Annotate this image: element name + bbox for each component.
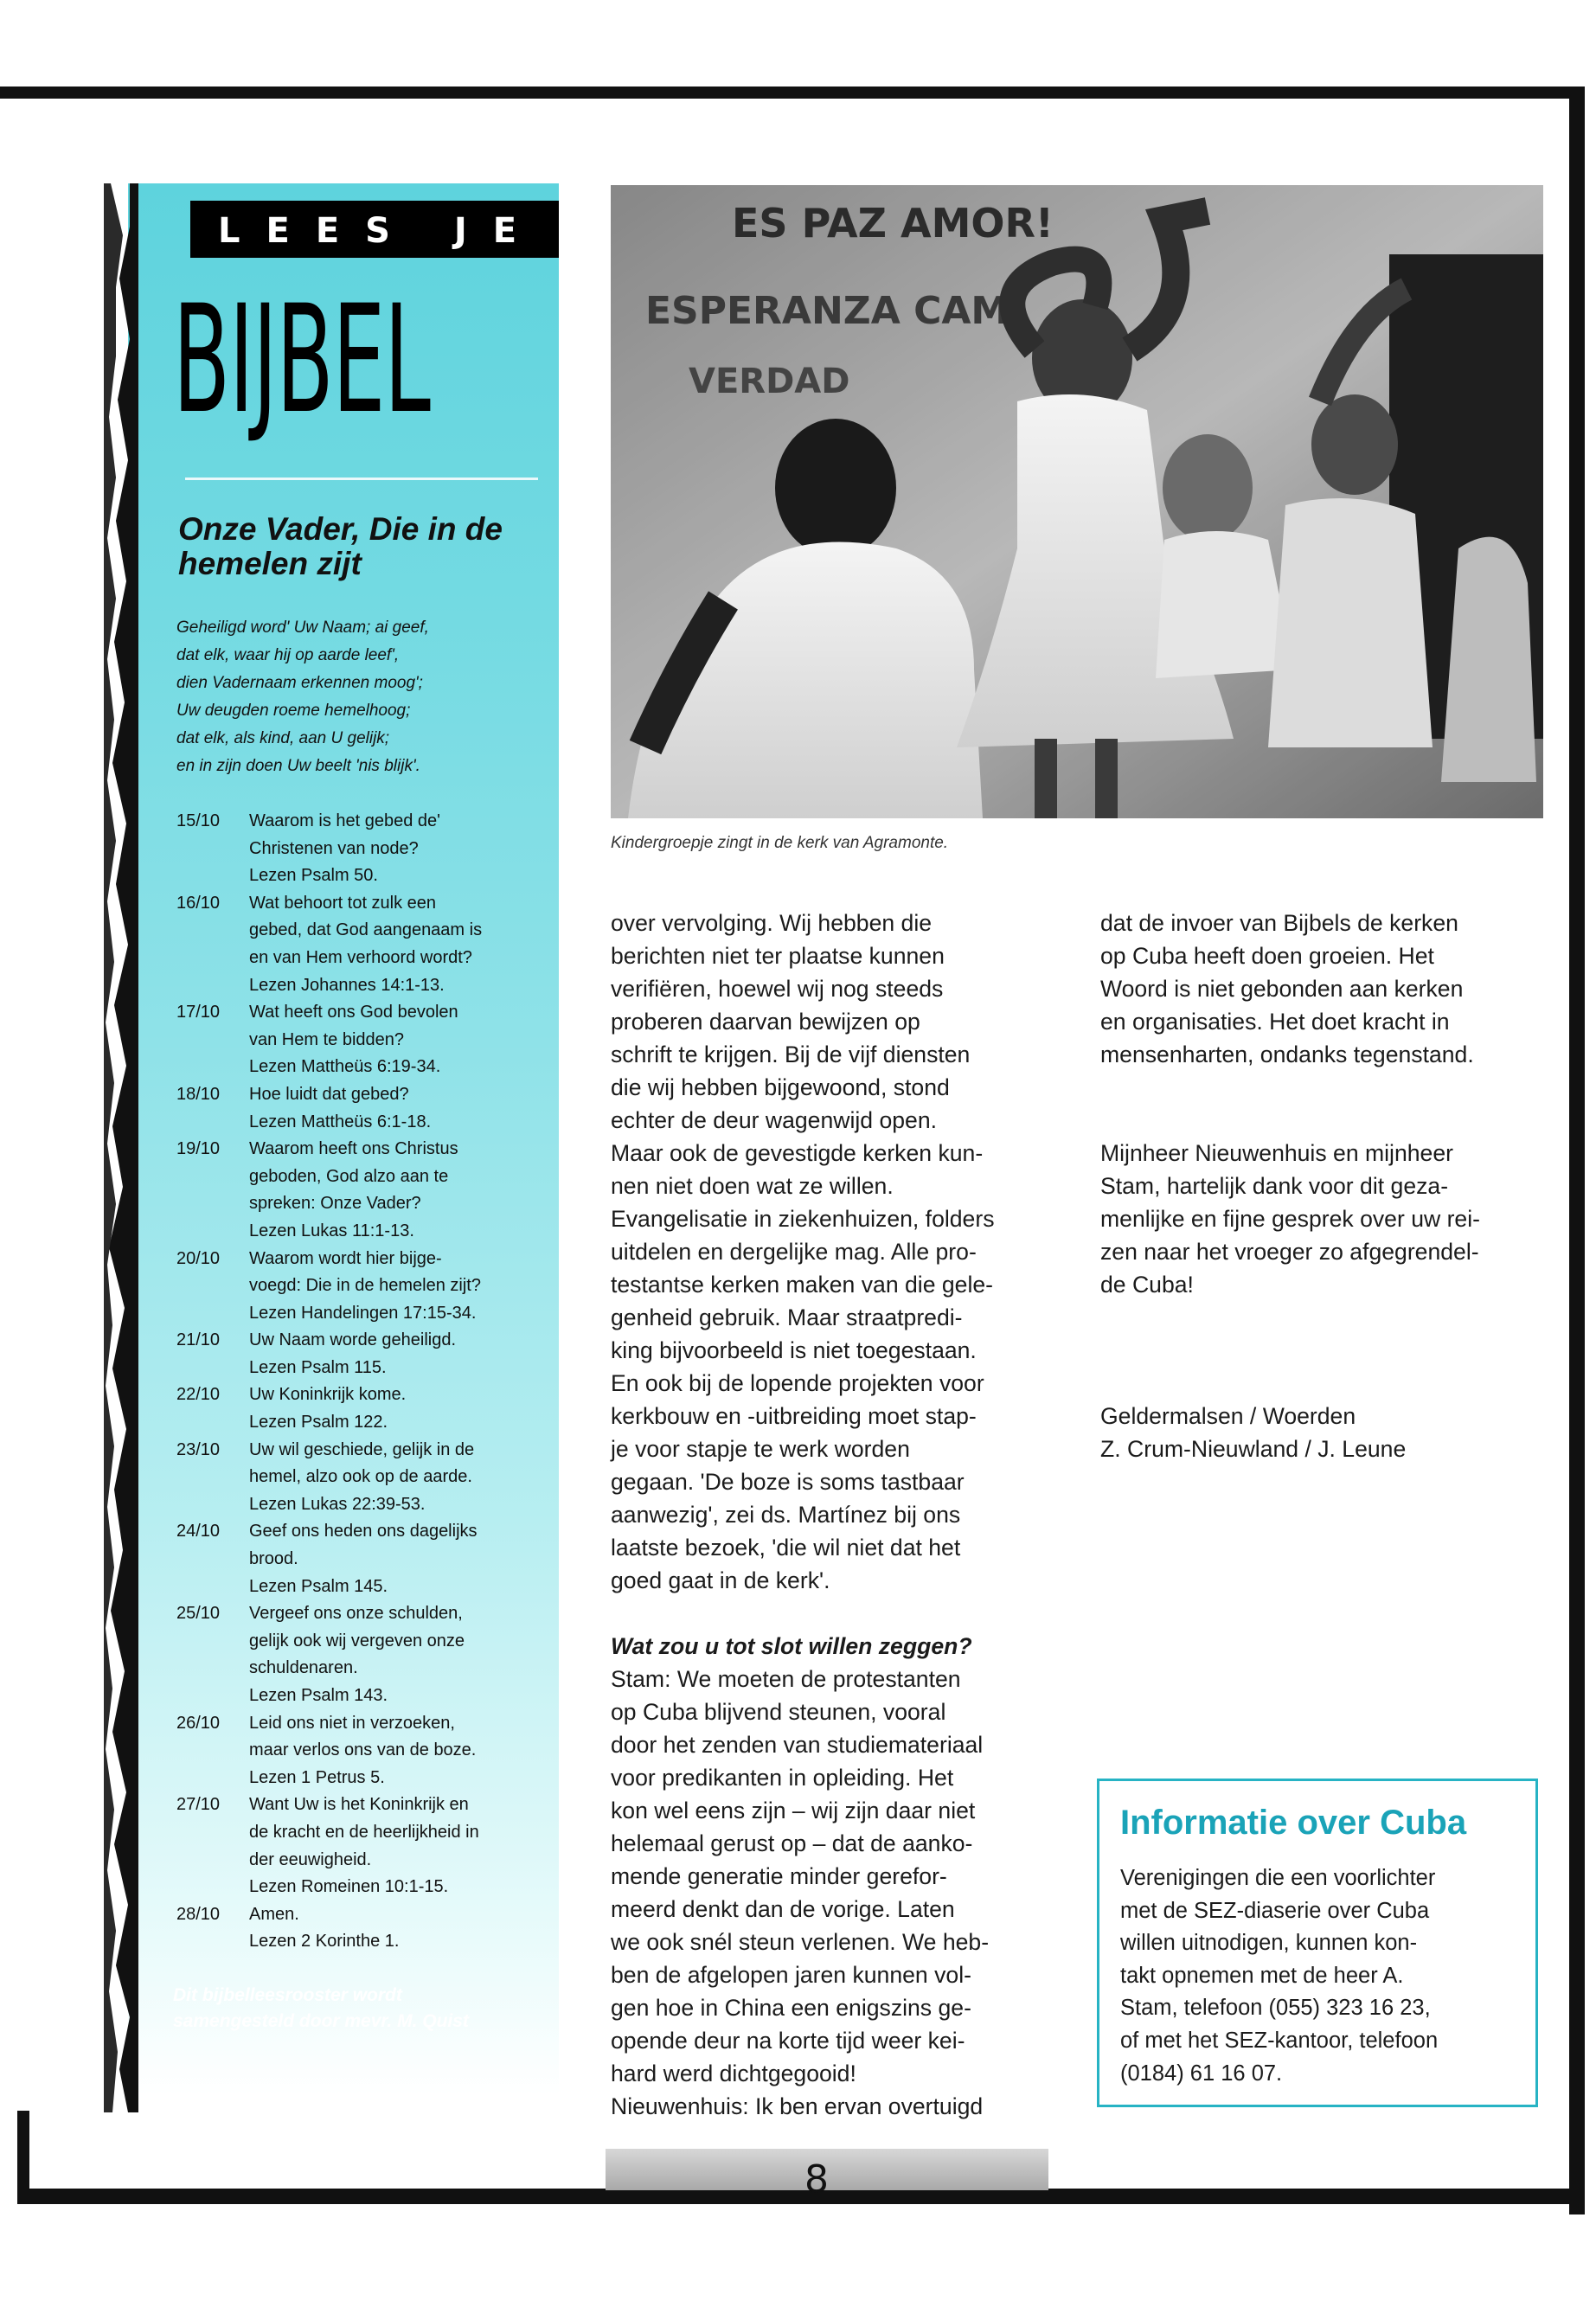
- text-line: helemaal gerust op – dat de aanko-: [611, 1830, 973, 1856]
- text-line: gen hoe in China een enigszins ge-: [611, 1995, 971, 2021]
- reading-line: Lezen 2 Korinthe 1.: [249, 1932, 400, 1952]
- reading-line: Uw Naam worde geheiligd.: [249, 1330, 457, 1350]
- text-line: Evangelisatie in ziekenhuizen, folders: [611, 1206, 995, 1232]
- signature-line: Geldermalsen / Woerden: [1100, 1403, 1356, 1429]
- reading-date: 20/10: [176, 1248, 221, 1268]
- reading-line: Waarom heeft ons Christus: [249, 1139, 458, 1159]
- text-line: gegaan. 'De boze is soms tastbaar: [611, 1469, 965, 1495]
- reading-line: Wat heeft ons God bevolen: [249, 1003, 458, 1022]
- reading-line: hemel, alzo ook op de aarde.: [249, 1467, 472, 1487]
- column-paragraph: [611, 907, 1061, 1597]
- text-line: aanwezig', zei ds. Martínez bij ons: [611, 1502, 961, 1528]
- page-number: 8: [804, 2157, 829, 2202]
- reading-line: Christenen van node?: [249, 838, 419, 858]
- text-line: over vervolging. Wij hebben die: [611, 910, 933, 936]
- credit-line: Dit bijbelleesrooster wordt: [173, 1985, 402, 2005]
- paragraph-gap: [1100, 1301, 1550, 1400]
- title-rule: [185, 478, 538, 480]
- reading-entry: [176, 1710, 557, 1792]
- text-line: uitdelen en dergelijke mag. Alle pro-: [611, 1239, 977, 1265]
- reading-line: van Hem te bidden?: [249, 1029, 405, 1049]
- reading-date: 25/10: [176, 1604, 221, 1624]
- schedule-credit: [173, 1983, 545, 2035]
- text-line: mensenharten, ondanks tegenstand.: [1100, 1042, 1474, 1067]
- text-line: hard werd dichtgegooid!: [611, 2061, 856, 2086]
- reading-line: Lezen Johannes 14:1-13.: [249, 975, 445, 995]
- reading-line: voegd: Die in de hemelen zijt?: [249, 1276, 481, 1296]
- column-paragraph: [611, 1663, 1061, 2123]
- signature-line: Z. Crum-Nieuwland / J. Leune: [1100, 1436, 1407, 1462]
- reading-entry: [176, 1600, 557, 1709]
- reading-entry: [176, 808, 557, 890]
- text-line: goed gaat in de kerk'.: [611, 1567, 830, 1593]
- author-signature: [1100, 1400, 1550, 1465]
- text-line: op Cuba heeft doen groeien. Het: [1100, 943, 1434, 969]
- reading-line: brood.: [249, 1549, 298, 1569]
- text-line: laatste bezoek, 'die wil niet dat het: [611, 1535, 961, 1561]
- sidebar-title: BIJBEL: [173, 272, 430, 446]
- reading-line: Leid ons niet in verzoeken,: [249, 1713, 455, 1733]
- text-line: En ook bij de lopende projekten voor: [611, 1370, 984, 1396]
- reading-line: der eeuwigheid.: [249, 1849, 372, 1869]
- text-line: we ook snél steun verlenen. We heb-: [611, 1929, 990, 1955]
- text-line: echter de deur wagenwijd open.: [611, 1107, 938, 1133]
- column-paragraph: [1100, 907, 1550, 1071]
- reading-line: Lezen Handelingen 17:15-34.: [249, 1303, 477, 1323]
- reading-line: maar verlos ons van de boze.: [249, 1740, 477, 1760]
- reading-line: Waarom is het gebed de': [249, 811, 440, 830]
- reading-line: Lezen Romeinen 10:1-15.: [249, 1877, 449, 1897]
- text-line: testantse kerken maken van die gele-: [611, 1272, 994, 1298]
- reading-line: Lezen Psalm 145.: [249, 1576, 388, 1596]
- reading-line: Want Uw is het Koninkrijk en: [249, 1795, 469, 1815]
- reading-line: Lezen Psalm 143.: [249, 1686, 388, 1705]
- info-line: (0184) 61 16 07.: [1120, 2061, 1283, 2086]
- reading-date: 28/10: [176, 1904, 221, 1924]
- text-line: Maar ook de gevestigde kerken kun-: [611, 1140, 984, 1166]
- info-line: willen uitnodigen, kunnen kon-: [1120, 1931, 1418, 1956]
- text-line: proberen daarvan bewijzen op: [611, 1009, 920, 1035]
- reading-line: spreken: Onze Vader?: [249, 1194, 421, 1214]
- text-line: genheid gebruik. Maar straatpredi-: [611, 1304, 963, 1330]
- page-frame-left: [17, 2111, 29, 2204]
- photo-children-singing: [611, 185, 1543, 818]
- reading-date: 16/10: [176, 893, 221, 913]
- reading-schedule: [176, 808, 557, 1956]
- torn-edge-decoration: [104, 183, 138, 2112]
- reading-line: Uw wil geschiede, gelijk in de: [249, 1439, 475, 1459]
- text-line: menlijke en fijne gesprek over uw rei-: [1100, 1206, 1480, 1232]
- reading-date: 18/10: [176, 1084, 221, 1104]
- reading-line: geboden, God alzo aan te: [249, 1166, 449, 1186]
- reading-line: Lezen Mattheüs 6:1-18.: [249, 1112, 432, 1131]
- reading-entry: [176, 1381, 557, 1436]
- poem-line: Uw deugden roeme hemelhoog;: [176, 702, 411, 720]
- header-band-text: LEES JE: [218, 211, 543, 251]
- photo-illustration: [611, 185, 1543, 818]
- poem-line: dat elk, als kind, aan U gelijk;: [176, 729, 390, 747]
- info-box-title: Informatie over Cuba: [1120, 1804, 1467, 1842]
- sidebar-subtitle: Onze Vader, Die in de hemelen zijt: [178, 511, 503, 581]
- reading-line: Uw Koninkrijk kome.: [249, 1385, 407, 1405]
- reading-entry: [176, 890, 557, 999]
- info-box-body: [1120, 1862, 1438, 2090]
- reading-entry: [176, 1081, 557, 1136]
- text-line: kon wel eens zijn – wij zijn daar niet: [611, 1798, 976, 1823]
- reading-line: Lezen Psalm 115.: [249, 1357, 387, 1377]
- reading-line: Wat behoort tot zulk een: [249, 893, 437, 913]
- reading-line: de kracht en de heerlijkheid in: [249, 1822, 479, 1842]
- text-line: berichten niet ter plaatse kunnen: [611, 943, 945, 969]
- text-line: zen naar het vroeger zo afgegrendel-: [1100, 1239, 1479, 1265]
- reading-line: Amen.: [249, 1904, 299, 1924]
- text-line: Nieuwenhuis: Ik ben ervan overtuigd: [611, 2093, 984, 2119]
- reading-line: Lezen 1 Petrus 5.: [249, 1767, 385, 1787]
- interview-question: Wat zou u tot slot willen zeggen?: [611, 1633, 972, 1659]
- reading-date: 24/10: [176, 1522, 221, 1541]
- reading-line: Lezen Lukas 22:39-53.: [249, 1494, 426, 1514]
- banner-line: ES PAZ AMOR!: [732, 200, 1054, 247]
- reading-entry: [176, 1136, 557, 1245]
- info-line: Stam, telefoon (055) 323 16 23,: [1120, 1996, 1431, 2021]
- page-frame-bottom: [17, 2189, 1585, 2204]
- article-column-1: [611, 907, 1061, 2123]
- reading-line: gelijk ook wij vergeven onze: [249, 1631, 465, 1650]
- reading-line: Lezen Mattheüs 6:19-34.: [249, 1057, 441, 1077]
- info-line: Verenigingen die een voorlichter: [1120, 1866, 1436, 1890]
- reading-line: Hoe luidt dat gebed?: [249, 1084, 409, 1104]
- text-line: opende deur na korte tijd weer kei-: [611, 2028, 965, 2054]
- text-line: kerkbouw en -uitbreiding moet stap-: [611, 1403, 977, 1429]
- reading-line: Lezen Psalm 50.: [249, 866, 378, 886]
- bible-reading-sidebar: [128, 183, 559, 2095]
- text-line: meerd denkt dan de vorige. Laten: [611, 1896, 955, 1922]
- reading-line: Vergeef ons onze schulden,: [249, 1604, 463, 1624]
- header-band: [190, 201, 559, 258]
- text-line: je voor stapje te werk worden: [611, 1436, 910, 1462]
- reading-date: 23/10: [176, 1439, 221, 1459]
- poem-line: dat elk, waar hij op aarde leef',: [176, 646, 400, 664]
- reading-date: 26/10: [176, 1713, 221, 1733]
- paragraph-gap: [611, 1597, 1061, 1630]
- reading-line: Lezen Lukas 11:1-13.: [249, 1221, 414, 1240]
- reading-entry: [176, 1327, 557, 1381]
- text-line: verifiëren, hoewel wij nog steeds: [611, 976, 944, 1002]
- paragraph-gap: [1100, 1071, 1550, 1137]
- reading-date: 15/10: [176, 811, 221, 830]
- credit-line: samengesteld door mevr. M. Quist: [173, 2011, 469, 2031]
- column-paragraph: [1100, 1137, 1550, 1301]
- reading-entry: [176, 1437, 557, 1519]
- text-line: voor predikanten in opleiding. Het: [611, 1765, 954, 1791]
- reading-entry: [176, 1518, 557, 1600]
- text-line: door het zenden van studiemateriaal: [611, 1732, 984, 1758]
- text-line: ben de afgelopen jaren kunnen vol-: [611, 1962, 971, 1988]
- page-frame-top: [0, 87, 1581, 99]
- reading-line: Geef ons heden ons dagelijks: [249, 1522, 478, 1541]
- info-line: met de SEZ-diaserie over Cuba: [1120, 1898, 1430, 1923]
- reading-date: 22/10: [176, 1385, 221, 1405]
- text-line: Woord is niet gebonden aan kerken: [1100, 976, 1464, 1002]
- info-box-cuba: [1097, 1779, 1538, 2107]
- text-line: king bijvoorbeeld is niet toegestaan.: [611, 1337, 977, 1363]
- text-line: Stam: We moeten de protestanten: [611, 1666, 961, 1692]
- photo-caption: Kindergroepje zingt in de kerk van Agramonte.: [611, 834, 949, 852]
- info-line: takt opnemen met de heer A.: [1120, 1963, 1404, 1988]
- reading-date: 21/10: [176, 1330, 221, 1350]
- banner-line: VERDAD: [689, 362, 850, 401]
- text-line: nen niet doen wat ze willen.: [611, 1173, 894, 1199]
- poem-line: dien Vadernaam erkennen moog';: [176, 674, 423, 692]
- text-line: de Cuba!: [1100, 1272, 1194, 1298]
- reading-line: schuldenaren.: [249, 1658, 358, 1678]
- text-line: mende generatie minder gerefor-: [611, 1863, 947, 1889]
- reading-entry: [176, 1791, 557, 1900]
- reading-entry: [176, 1901, 557, 1956]
- poem-line: en in zijn doen Uw beelt 'nis blijk'.: [176, 757, 420, 775]
- reading-line: gebed, dat God aangenaam is: [249, 920, 483, 940]
- reading-entry: [176, 1246, 557, 1328]
- text-line: dat de invoer van Bijbels de kerken: [1100, 910, 1458, 936]
- reading-line: Lezen Psalm 122.: [249, 1413, 388, 1433]
- article-column-2: [1100, 907, 1550, 1465]
- info-line: of met het SEZ-kantoor, telefoon: [1120, 2028, 1439, 2053]
- reading-line: Waarom wordt hier bijge-: [249, 1248, 442, 1268]
- banner-line: ESPERANZA CAMI: [645, 289, 1023, 333]
- text-line: Mijnheer Nieuwenhuis en mijnheer: [1100, 1140, 1453, 1166]
- text-line: op Cuba blijvend steunen, vooral: [611, 1699, 946, 1725]
- poem-line: Geheiligd word' Uw Naam; ai geef,: [176, 619, 429, 637]
- text-line: schrift te krijgen. Bij de vijf diensten: [611, 1042, 971, 1067]
- reading-date: 27/10: [176, 1795, 221, 1815]
- text-line: Stam, hartelijk dank voor dit geza-: [1100, 1173, 1449, 1199]
- reading-date: 19/10: [176, 1139, 221, 1159]
- text-line: en organisaties. Het doet kracht in: [1100, 1009, 1450, 1035]
- page-frame-right: [1569, 87, 1585, 2214]
- reading-line: en van Hem verhoord wordt?: [249, 947, 472, 967]
- poem: [176, 614, 548, 780]
- text-line: die wij hebben bijgewoond, stond: [611, 1074, 950, 1100]
- reading-entry: [176, 999, 557, 1081]
- reading-date: 17/10: [176, 1003, 221, 1022]
